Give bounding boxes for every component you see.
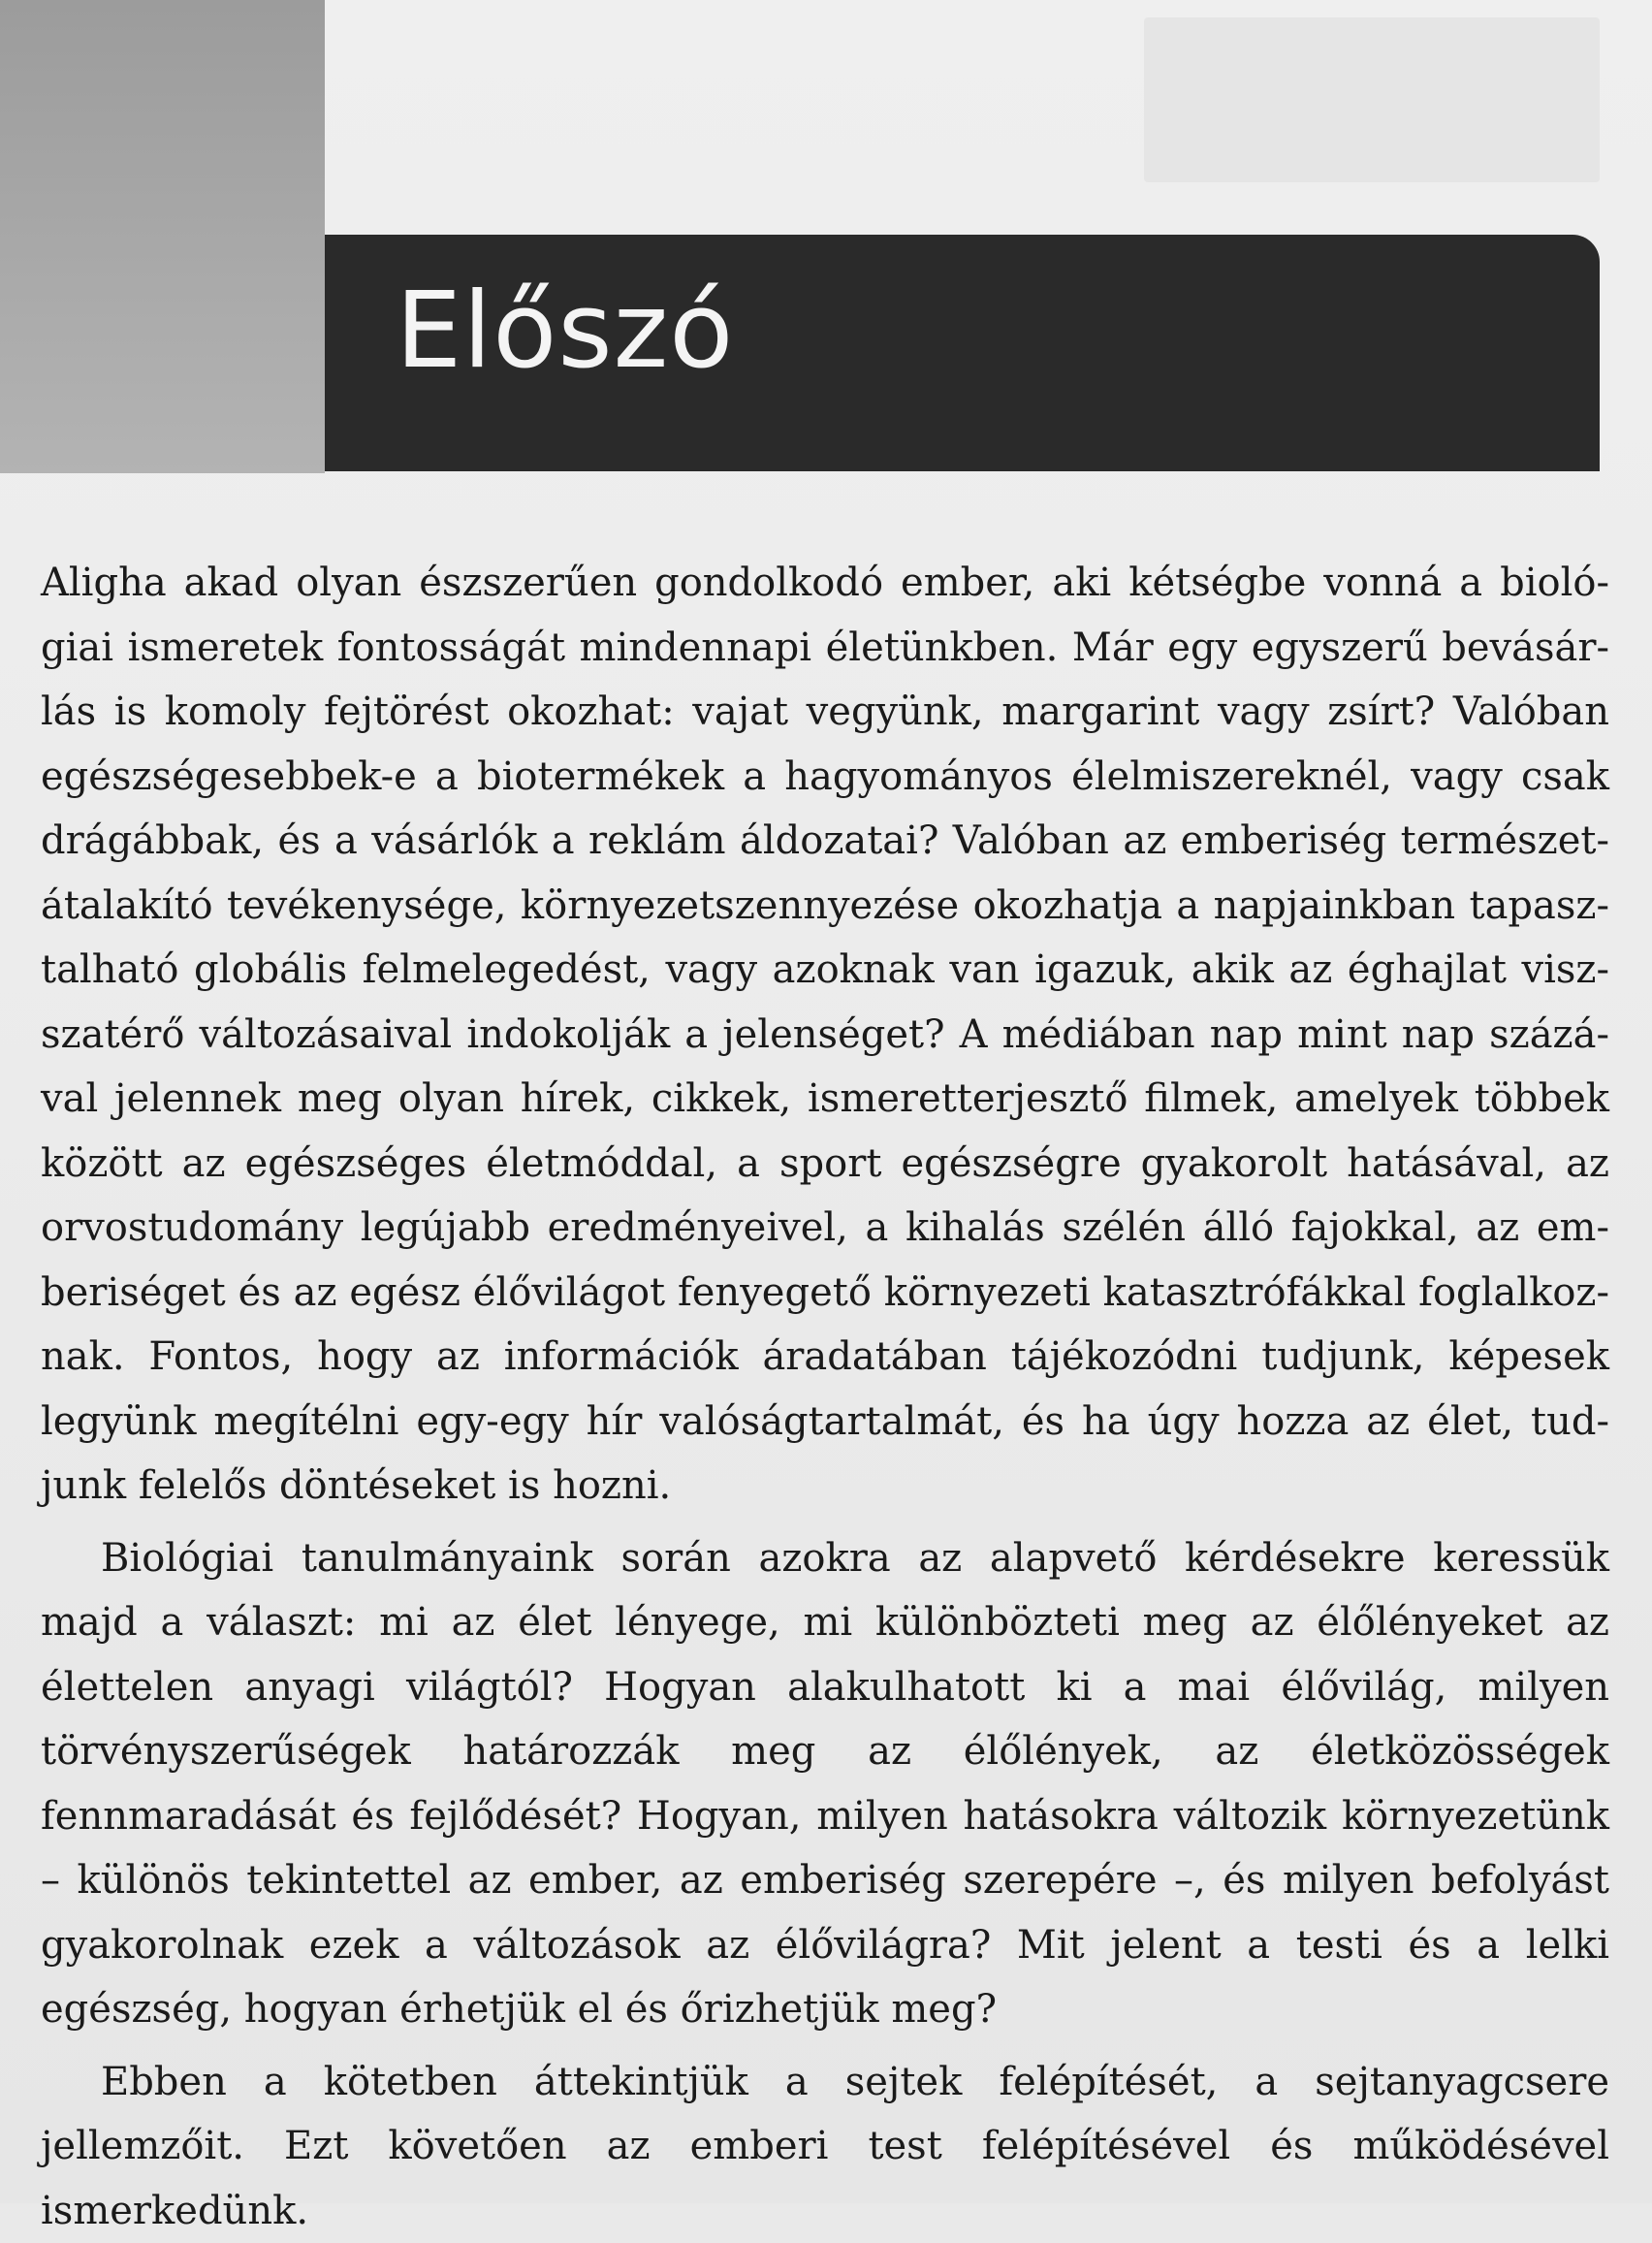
paragraph-3: Ebben a kötetben áttekintjük a sejtek felépítését, a sejtanyagcsere jellemzőit. Ezt követően az emberi test felépítésével és működésével ismerkedünk. bbox=[41, 2050, 1609, 2243]
paragraph-1: Aligha akad olyan észszerűen gondolkodó ember, aki kétségbe vonná a biológiai ismeretek fontosságát mindennapi életünkben. Már egy egyszerű bevásárlás is komoly fejtörést okozhat: vajat vegyünk, margarint vagy zsírt? Valóban egészségesebbek-e a biotermékek a hagyományos élelmiszereknél, vagy csak drágábbak, és a vásárlók a reklám áldozatai? Valóban az emberiség természetátalakító tevékenysége, környezetszennyezése okozhatja a napjainkban tapasztalható globális felmelegedést, vagy azoknak van igazuk, akik az éghajlat viszszatérő változásaival indokolják a jelenséget? A médiában nap mint nap százával jelennek meg olyan hírek, cikkek, ismeretterjesztő filmek, amelyek többek között az egészséges életmóddal, a sport egészségre gyakorolt hatásával, az orvostudomány legújabb eredményeivel, a kihalás szélén álló fajokkal, az emberiséget és az egész élővilágot fenyegető környezeti katasztrófákkal foglalkoznak. Fontos, hogy az információk áradatában tájékozódni tudjunk, képesek legyünk megítélni egy-egy hír valóságtartalmát, és ha úgy hozza az élet, tudjunk felelős döntéseket is hozni. bbox=[41, 551, 1609, 1519]
paragraph-2: Biológiai tanulmányaink során azokra az alapvető kérdésekre keressük majd a választ: mi az élet lényege, mi különbözteti meg az élőlényeket az élettelen anyagi világtól? Hogyan alakulhatott ki a mai élővilág, milyen törvényszerűségek határozzák meg az élőlények, az életközösségek fennmaradását és fejlődését? Hogyan, milyen hatásokra változik környezetünk – különös tekintettel az ember, az emberiség szerepére –, és milyen befolyást gyakorolnak ezek a változások az élővilágra? Mit jelent a testi és a lelki egészség, hogyan érhetjük el és őrizhetjük meg? bbox=[41, 1526, 1609, 2042]
chapter-title: Előszó bbox=[396, 279, 734, 384]
body-text bbox=[41, 551, 1609, 2243]
show-through-shadow bbox=[1144, 17, 1600, 182]
left-gray-band bbox=[0, 0, 325, 473]
